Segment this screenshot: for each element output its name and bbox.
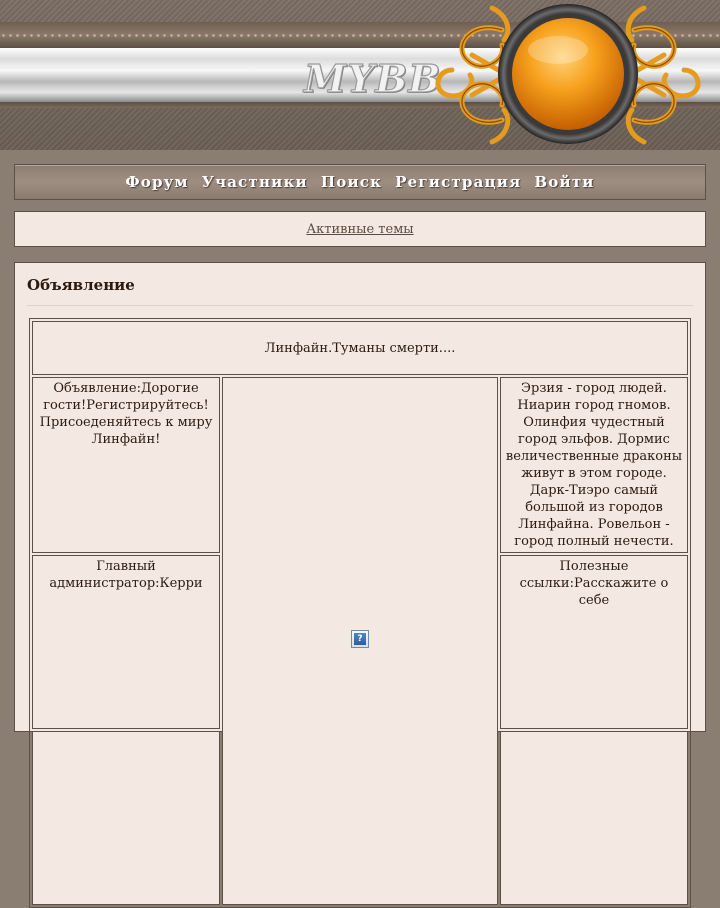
announcement-extra-right-cell [500,731,688,905]
nav-search-link[interactable]: Поиск [320,173,383,191]
announcement-welcome-cell: Объявление:Дорогие гости!Регистрируйтесь! Присоеденяйтесь к миру Линфайн! [32,377,220,553]
announcement-admin-cell: Главный администратор:Керри [32,555,220,729]
main-navigation-bar [14,164,706,200]
announcement-table [29,318,691,908]
celtic-orb-emblem-icon [432,0,704,150]
nav-forum-link[interactable]: Форум [125,173,189,191]
mybb-logo-text[interactable]: MYBB [304,56,442,101]
active-topics-link[interactable]: Активные темы [306,221,414,237]
announcement-panel [14,262,706,732]
nav-register-link[interactable]: Регистрация [395,173,522,191]
broken-image-question-icon: ? [351,630,369,648]
announcement-extra-left-cell [32,731,220,905]
announcement-links-cell: Полезные ссылки:Расскажите о себе [500,555,688,729]
announcement-top-cell: Линфайн.Туманы смерти.... [32,321,688,375]
announcement-divider [27,305,693,306]
forum-header-banner [0,0,720,150]
announcement-cities-cell: Эрзия - город людей. Ниарин город гномов. Олинфия чудестный город эльфов. Дормис величественные драконы живут в этом городе. Дарк-Тиэро самый большой из городов Линфайна. Ровельон - город полный нечести. [500,377,688,553]
announcement-title: Объявление [27,276,135,294]
announcement-center-cell [222,377,498,905]
nav-login-link[interactable]: Войти [534,173,595,191]
nav-members-link[interactable]: Участники [201,173,308,191]
active-topics-bar [14,211,706,247]
